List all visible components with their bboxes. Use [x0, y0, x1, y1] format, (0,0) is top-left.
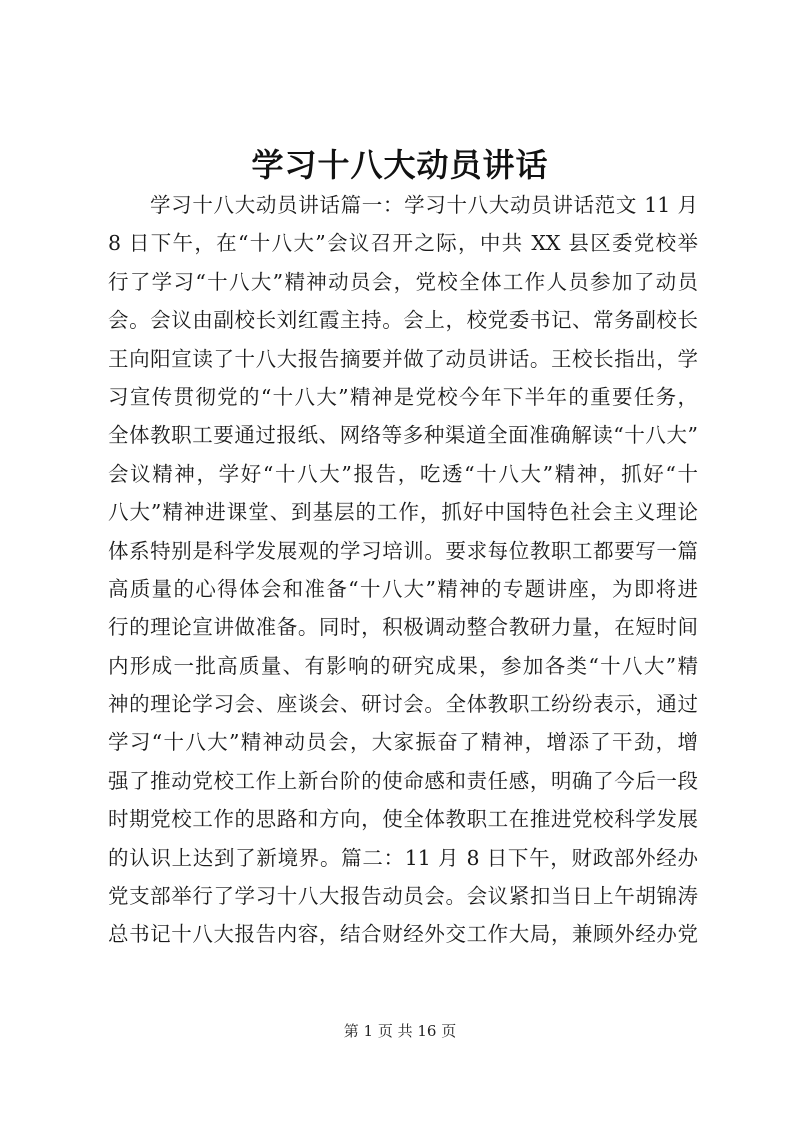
- page-footer: 第 1 页 共 16 页: [343, 1022, 457, 1040]
- body-line: 学习“十八大”精神动员会，大家振奋了精神，增添了干劲，增: [108, 730, 698, 755]
- body-line: 强了推动党校工作上新台阶的使命感和责任感，明确了今后一段: [108, 768, 698, 793]
- body-line: 8 日下午，在“十八大”会议召开之际，中共 XX 县区委党校举: [108, 231, 698, 256]
- body-line: 八大”精神进课堂、到基层的工作，抓好中国特色社会主义理论: [108, 500, 698, 525]
- body-line: 总书记十八大报告内容，结合财经外交工作大局，兼顾外经办党: [108, 922, 698, 947]
- body-line: 全体教职工要通过报纸、网络等多种渠道全面准确解读“十八大”: [108, 423, 698, 448]
- body-line: 行的理论宣讲做准备。同时，积极调动整合教研力量，在短时间: [108, 615, 698, 640]
- body-line: 的认识上达到了新境界。篇二：11 月 8 日下午，财政部外经办: [108, 845, 698, 870]
- body-line: 体系特别是科学发展观的学习培训。要求每位教职工都要写一篇: [108, 538, 698, 563]
- body-line: 会。会议由副校长刘红霞主持。会上，校党委书记、常务副校长: [108, 308, 698, 333]
- body-line: 时期党校工作的思路和方向，使全体教职工在推进党校科学发展: [108, 807, 698, 832]
- body-line: 学习十八大动员讲话篇一：学习十八大动员讲话范文 11 月: [150, 193, 698, 217]
- body-line: 高质量的心得体会和准备“十八大”精神的专题讲座，为即将进: [108, 576, 698, 601]
- body-line: 会议精神，学好“十八大”报告，吃透“十八大”精神，抓好“十: [108, 461, 698, 486]
- body-line: 习宣传贯彻党的“十八大”精神是党校今年下半年的重要任务，: [108, 384, 698, 409]
- document-body: [108, 186, 698, 954]
- body-line: 王向阳宣读了十八大报告摘要并做了动员讲话。王校长指出，学: [108, 346, 698, 371]
- body-line: 党支部举行了学习十八大报告动员会。会议紧扣当日上午胡锦涛: [108, 884, 698, 909]
- document-title: 学习十八大动员讲话: [251, 146, 549, 184]
- body-line: 行了学习“十八大”精神动员会，党校全体工作人员参加了动员: [108, 269, 698, 294]
- body-line: 内形成一批高质量、有影响的研究成果，参加各类“十八大”精: [108, 653, 698, 678]
- body-line: 神的理论学习会、座谈会、研讨会。全体教职工纷纷表示，通过: [108, 692, 698, 717]
